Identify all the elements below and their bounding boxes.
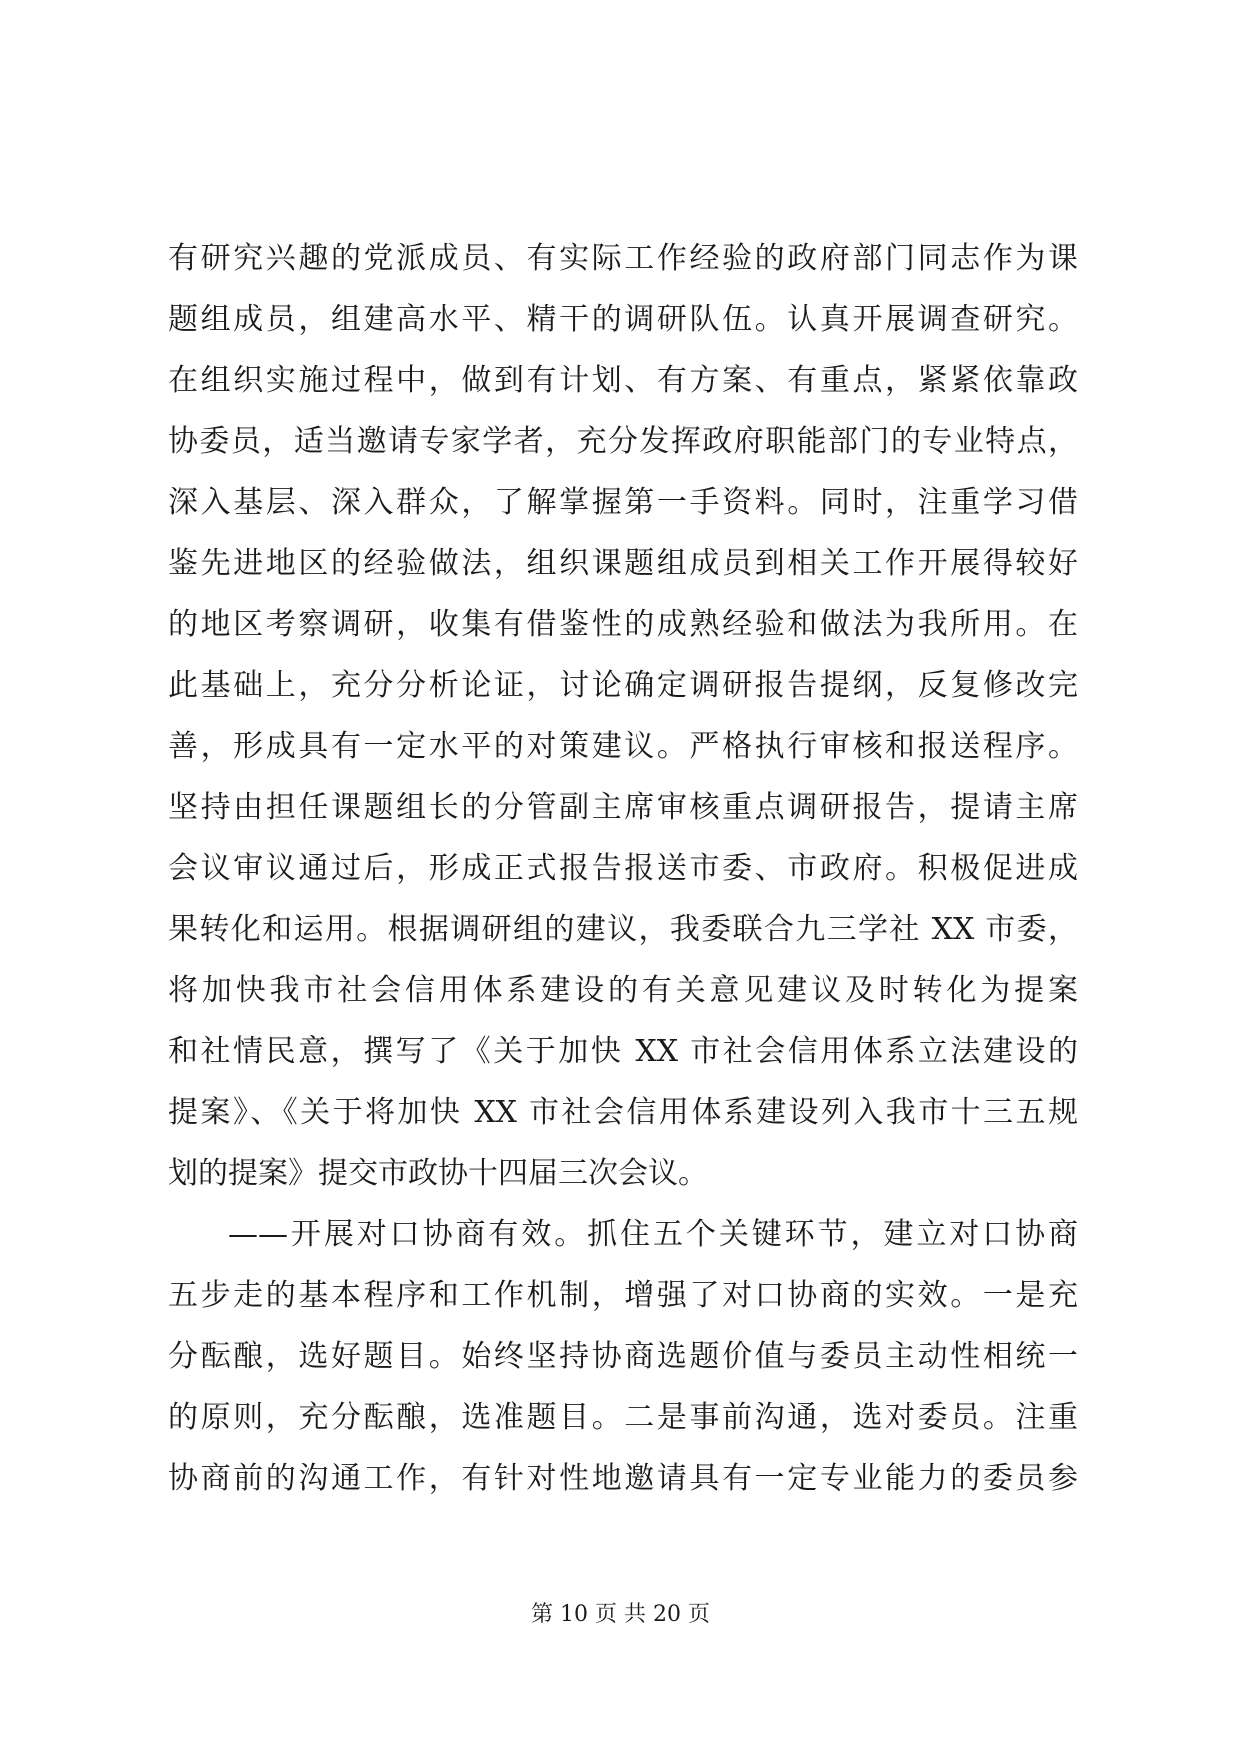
text-line: 划的提案》提交市政协十四届三次会议。 bbox=[168, 1156, 708, 1191]
page-number-footer: 第 10 页 共 20 页 bbox=[531, 1602, 710, 1627]
text-line: 的地区考察调研，收集有借鉴性的成熟经验和做法为我所用。在 bbox=[168, 607, 1078, 642]
text-line: 此基础上，充分分析论证，讨论确定调研报告提纲，反复修改完 bbox=[168, 668, 1078, 703]
text-line: 深入基层、深入群众，了解掌握第一手资料。同时，注重学习借 bbox=[168, 485, 1078, 520]
text-line: 在组织实施过程中，做到有计划、有方案、有重点，紧紧依靠政 bbox=[168, 363, 1078, 398]
text-line: 会议审议通过后，形成正式报告报送市委、市政府。积极促进成 bbox=[168, 851, 1078, 886]
text-line: 的原则，充分酝酿，选准题目。二是事前沟通，选对委员。注重 bbox=[168, 1400, 1078, 1435]
text-line: 将加快我市社会信用体系建设的有关意见建议及时转化为提案 bbox=[168, 973, 1078, 1008]
text-line: 五步走的基本程序和工作机制，增强了对口协商的实效。一是充 bbox=[168, 1278, 1078, 1313]
text-line: 和社情民意，撰写了《关于加快 XX 市社会信用体系立法建设的 bbox=[168, 1034, 1078, 1069]
text-line: 鉴先进地区的经验做法，组织课题组成员到相关工作开展得较好 bbox=[168, 546, 1078, 581]
text-line: 果转化和运用。根据调研组的建议，我委联合九三学社 XX 市委， bbox=[168, 912, 1078, 947]
text-line: 善，形成具有一定水平的对策建议。严格执行审核和报送程序。 bbox=[168, 729, 1078, 764]
text-line: ——开展对口协商有效。抓住五个关键环节，建立对口协商 bbox=[228, 1217, 1078, 1252]
text-line: 有研究兴趣的党派成员、有实际工作经验的政府部门同志作为课 bbox=[168, 241, 1078, 276]
text-line: 协委员，适当邀请专家学者，充分发挥政府职能部门的专业特点， bbox=[168, 424, 1078, 459]
text-line: 题组成员，组建高水平、精干的调研队伍。认真开展调查研究。 bbox=[168, 302, 1078, 337]
text-line: 分酝酿，选好题目。始终坚持协商选题价值与委员主动性相统一 bbox=[168, 1339, 1078, 1374]
text-line: 协商前的沟通工作，有针对性地邀请具有一定专业能力的委员参 bbox=[168, 1461, 1078, 1496]
body-text bbox=[168, 228, 1078, 1509]
text-line: 坚持由担任课题组长的分管副主席审核重点调研报告，提请主席 bbox=[168, 790, 1078, 825]
text-line: 提案》、《关于将加快 XX 市社会信用体系建设列入我市十三五规 bbox=[168, 1095, 1078, 1130]
